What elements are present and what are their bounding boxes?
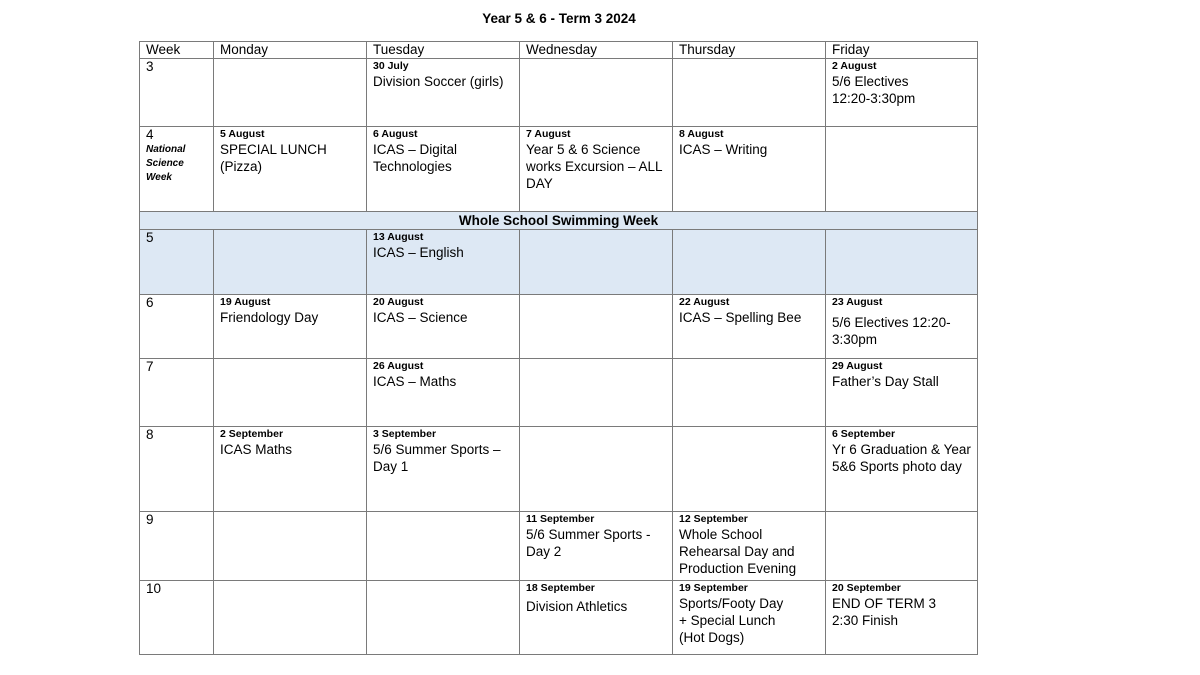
event-text: Father’s Day Stall [832, 374, 939, 389]
day-cell [214, 230, 367, 295]
header-tuesday: Tuesday [367, 42, 520, 59]
day-cell [520, 127, 673, 212]
day-cell [367, 427, 520, 512]
swimming-week-banner: Whole School Swimming Week [140, 212, 978, 230]
event-text: 5/6 Summer Sports – Day 1 [373, 442, 501, 474]
day-cell [214, 581, 367, 655]
day-cell [367, 581, 520, 655]
day-cell [214, 59, 367, 127]
event-text: 5/6 Summer Sports - Day 2 [526, 527, 651, 559]
day-cell [826, 59, 978, 127]
event-text: ICAS – Maths [373, 374, 457, 389]
event-date: 26 August [373, 360, 424, 372]
event-text: Whole School Rehearsal Day and Production Evening [679, 527, 797, 576]
week-row [140, 512, 978, 581]
day-cell [214, 512, 367, 581]
day-cell [367, 230, 520, 295]
event-text: SPECIAL LUNCH (Pizza) [220, 142, 327, 174]
day-cell [367, 359, 520, 427]
week-number: 8 [140, 427, 214, 512]
week-number: 10 [140, 581, 214, 655]
event-date: 2 August [832, 60, 877, 72]
day-cell [826, 512, 978, 581]
week-row [140, 295, 978, 359]
page-title: Year 5 & 6 - Term 3 2024 [482, 11, 636, 26]
event-text: ICAS – Spelling Bee [679, 310, 802, 325]
event-date: 29 August [832, 360, 883, 372]
day-cell [214, 359, 367, 427]
event-date: 19 August [220, 296, 271, 308]
day-cell [520, 512, 673, 581]
day-cell [214, 295, 367, 359]
event-date: 11 September [526, 513, 595, 525]
day-cell [826, 295, 978, 359]
week-row [140, 359, 978, 427]
header-wednesday: Wednesday [520, 42, 673, 59]
event-date: 6 September [832, 428, 896, 440]
day-cell [826, 359, 978, 427]
event-text: ICAS – Digital Technologies [373, 142, 458, 174]
day-cell [826, 581, 978, 655]
event-text: ICAS – Science [373, 310, 468, 325]
day-cell [367, 59, 520, 127]
event-text: Sports/Footy Day + Special Lunch (Hot Dogs) [679, 596, 784, 645]
header-thursday: Thursday [673, 42, 826, 59]
event-text: Yr 6 Graduation & Year 5&6 Sports photo day [832, 442, 971, 474]
week-number: 6 [140, 295, 214, 359]
header-friday: Friday [826, 42, 978, 59]
event-date: 22 August [679, 296, 730, 308]
event-text: ICAS – English [373, 245, 464, 260]
day-cell [367, 127, 520, 212]
day-cell [520, 295, 673, 359]
day-cell [673, 512, 826, 581]
header-row [140, 42, 978, 59]
event-date: 19 September [679, 582, 748, 594]
day-cell [367, 512, 520, 581]
week-number: 3 [140, 59, 214, 127]
day-cell [673, 427, 826, 512]
term-calendar-table [139, 41, 978, 655]
event-text: Division Soccer (girls) [373, 74, 504, 89]
week-row [140, 427, 978, 512]
day-cell [826, 127, 978, 212]
event-text: 5/6 Electives 12:20-3:30pm [832, 74, 916, 106]
header-monday: Monday [214, 42, 367, 59]
event-text: Year 5 & 6 Science works Excursion – ALL DAY [526, 142, 663, 191]
event-text: ICAS – Writing [679, 142, 768, 157]
event-text: Division Athletics [526, 599, 628, 614]
event-text: Friendology Day [220, 310, 319, 325]
week-row [140, 581, 978, 655]
day-cell [520, 581, 673, 655]
day-cell [367, 295, 520, 359]
week-number: 9 [140, 512, 214, 581]
day-cell [214, 427, 367, 512]
header-week: Week [140, 42, 214, 59]
day-cell [673, 230, 826, 295]
event-date: 18 September [526, 582, 595, 594]
week-number: 5 [140, 230, 214, 295]
event-date: 20 August [373, 296, 424, 308]
week-row [140, 59, 978, 127]
event-text: 5/6 Electives 12:20-3:30pm [832, 315, 951, 347]
week-number: 4 National Science Week [140, 127, 214, 212]
day-cell [673, 59, 826, 127]
event-text: END OF TERM 3 2:30 Finish [832, 596, 937, 628]
event-date: 12 September [679, 513, 748, 525]
day-cell [520, 230, 673, 295]
day-cell [520, 359, 673, 427]
event-date: 5 August [220, 128, 265, 140]
day-cell [673, 359, 826, 427]
day-cell [826, 427, 978, 512]
day-cell [214, 127, 367, 212]
banner-row [140, 212, 978, 230]
event-text: ICAS Maths [220, 442, 293, 457]
day-cell [673, 127, 826, 212]
day-cell [673, 295, 826, 359]
week-number: 7 [140, 359, 214, 427]
event-date: 6 August [373, 128, 418, 140]
event-date: 13 August [373, 231, 424, 243]
event-date: 8 August [679, 128, 724, 140]
day-cell [520, 59, 673, 127]
event-date: 2 September [220, 428, 284, 440]
event-date: 7 August [526, 128, 571, 140]
day-cell [520, 427, 673, 512]
day-cell [826, 230, 978, 295]
day-cell [673, 581, 826, 655]
event-date: 20 September [832, 582, 901, 594]
week-note: National Science Week [146, 144, 186, 183]
event-date: 3 September [373, 428, 437, 440]
event-date: 30 July [373, 60, 409, 72]
week-row [140, 230, 978, 295]
week-row [140, 127, 978, 212]
event-date: 23 August [832, 296, 883, 308]
